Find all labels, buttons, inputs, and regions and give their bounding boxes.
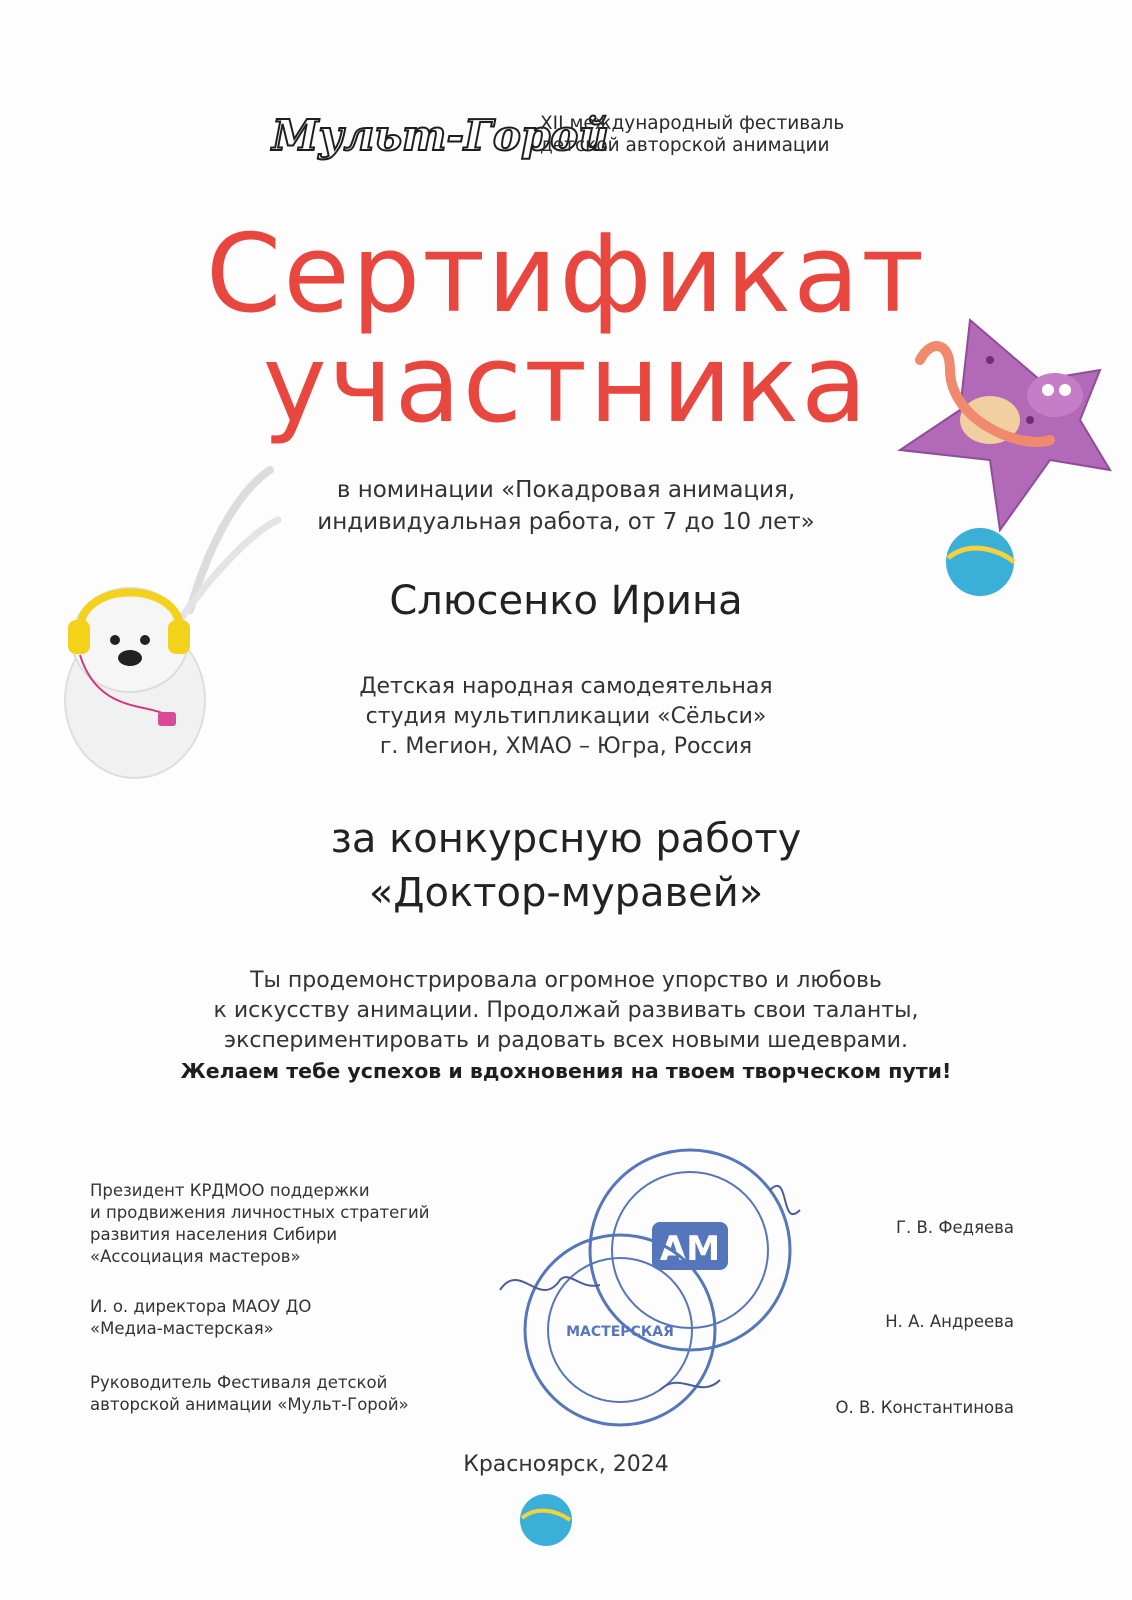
- studio-line1: Детская народная самодеятельная: [359, 674, 773, 699]
- message-line3: экспериментировать и радовать всех новыми шедеврами.: [224, 1028, 908, 1053]
- signatory-1-line2: и продвижения личностных стратегий: [90, 1203, 430, 1222]
- message-wish: Желаем тебе успехов и вдохновения на твоем творческом пути!: [180, 1059, 952, 1083]
- stamp1-text: АМ: [659, 1229, 721, 1269]
- signatory-1-line3: развития населения Сибири: [90, 1225, 338, 1244]
- signatory-1-line4: «Ассоциация мастеров»: [90, 1247, 301, 1266]
- studio-info: [0, 672, 1132, 762]
- studio-line3: г. Мегион, ХМАО – Югра, Россия: [379, 734, 753, 759]
- congratulation-message: [0, 966, 1132, 1086]
- certificate-title-line2: участника: [262, 322, 870, 447]
- work-line2: «Доктор-муравей»: [368, 870, 764, 916]
- signatory-1-name: Г. В. Федяева: [895, 1218, 1014, 1237]
- signatory-1-line1: Президент КРДМОО поддержки: [90, 1181, 370, 1200]
- official-stamps: [480, 1140, 820, 1430]
- participant-name: Слюсенко Ирина: [389, 578, 743, 624]
- signatory-2-line1: И. о. директора МАОУ ДО: [90, 1297, 312, 1316]
- pink-creature-on-ball-illustration: [880, 300, 1120, 600]
- signatory-2-position: [90, 1296, 311, 1340]
- stamp2-text: МАСТЕРСКАЯ: [566, 1324, 674, 1340]
- studio-line2: студия мультипликации «Сёльси»: [365, 704, 767, 729]
- signatory-2-line2: «Медиа-мастерская»: [90, 1319, 274, 1338]
- work-line1: за конкурсную работу: [330, 816, 802, 862]
- svg-text:Мульт-Горой: Мульт-Горой: [272, 111, 609, 160]
- signatory-3-name: О. В. Константинова: [835, 1398, 1014, 1417]
- nomination-line1: в номинации «Покадровая анимация,: [336, 477, 796, 503]
- city-year: Красноярск, 2024: [463, 1452, 669, 1477]
- signatory-3-position: [90, 1372, 409, 1416]
- festival-caption-line2: детской авторской анимации: [540, 135, 830, 156]
- festival-caption: [540, 113, 844, 157]
- signatory-2-name: Н. А. Андреева: [885, 1312, 1014, 1331]
- message-line2: к искусству анимации. Продолжай развивать свои таланты,: [213, 998, 919, 1023]
- certificate-title-line1: Сертификат: [205, 212, 927, 337]
- signatory-3-line1: Руководитель Фестиваля детской: [90, 1373, 388, 1392]
- message-line1: Ты продемонстрировала огромное упорство и любовь: [250, 968, 882, 993]
- signatory-1-position: [90, 1180, 429, 1268]
- competition-work: [0, 812, 1132, 920]
- nomination-line2: индивидуальная работа, от 7 до 10 лет»: [317, 509, 815, 535]
- signatory-3-line2: авторской анимации «Мульт-Горой»: [90, 1395, 409, 1414]
- festival-caption-line1: XII международный фестиваль: [540, 113, 845, 134]
- nomination-text: [0, 474, 1132, 538]
- festival-logo: [270, 106, 609, 164]
- ball-icon: [516, 1490, 576, 1550]
